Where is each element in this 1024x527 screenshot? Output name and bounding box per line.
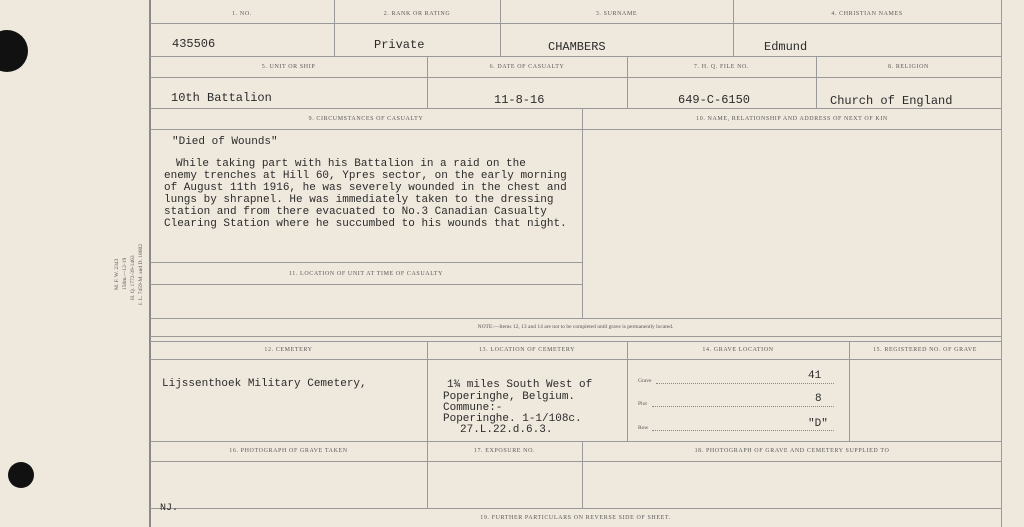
row-dotted-line <box>652 430 834 431</box>
rule <box>150 262 582 263</box>
punch-hole-top <box>0 30 28 72</box>
circumstances-line: lungs by shrapnel. He was immediately taken to the dressing <box>164 194 554 206</box>
rule <box>849 341 850 441</box>
rule <box>150 56 1001 57</box>
rule <box>334 0 335 56</box>
grave-dotted-line <box>656 383 834 384</box>
clerk-initials: NJ. <box>160 503 179 514</box>
rule <box>582 108 583 318</box>
date-value: 11-8-16 <box>494 93 545 107</box>
rule <box>150 129 1001 130</box>
header-hq-file: 7. H. Q. FILE NO. <box>693 64 750 70</box>
rule <box>150 441 1001 442</box>
rule <box>150 341 1001 342</box>
header-no: 1. NO. <box>232 11 252 17</box>
card-right-border <box>1001 0 1002 527</box>
rule <box>150 508 1001 509</box>
header-grave-location: 14. GRAVE LOCATION <box>702 347 774 353</box>
rule <box>150 77 1001 78</box>
circumstances-line: of August 11th 1916, he was severely wounded in the chest and <box>164 182 567 194</box>
header-surname: 3. SURNAME <box>595 11 638 17</box>
rule <box>150 318 1001 319</box>
header-photo-taken: 16. PHOTOGRAPH OF GRAVE TAKEN <box>229 448 348 454</box>
header-unit: 5. UNIT OR SHIP <box>261 64 316 70</box>
rule <box>500 0 501 56</box>
rank-value: Private <box>374 38 425 52</box>
header-location-unit: 11. LOCATION OF UNIT AT TIME OF CASUALTY <box>288 271 444 277</box>
rule <box>150 23 1001 24</box>
row-value: "D" <box>808 418 828 430</box>
cemetery-location-line: Poperinghe, Belgium. <box>443 391 576 403</box>
circumstances-line: station and from there evacuated to No.3 Canadian Casualty <box>164 206 547 218</box>
margin-print-3: H. Q. 1772-39-1463 <box>130 255 136 300</box>
header-photo-supplied: 18. PHOTOGRAPH OF GRAVE AND CEMETERY SUPPLIED TO <box>694 448 890 454</box>
plot-label: Plot <box>638 401 647 407</box>
cemetery-location-line: 1¾ miles South West of <box>447 379 593 391</box>
service-number: 435506 <box>172 37 216 51</box>
header-circumstances: 9. CIRCUMSTANCES OF CASUALTY <box>308 116 424 122</box>
header-date: 6. DATE OF CASUALTY <box>489 64 565 70</box>
circumstances-title: "Died of Wounds" <box>172 136 278 148</box>
margin-print-1: M. F. W. 2343 <box>114 258 120 290</box>
punch-hole-bottom <box>8 462 34 488</box>
rule <box>150 359 1001 360</box>
circumstances-line: While taking part with his Battalion in a raid on the <box>176 158 526 170</box>
header-rank: 2. RANK OR RATING <box>383 11 451 17</box>
cemetery-location-line: Commune:- <box>443 402 503 414</box>
grave-label: Grave <box>638 378 652 384</box>
rule <box>150 336 1001 337</box>
header-next-of-kin: 10. NAME, RELATIONSHIP AND ADDRESS OF NEXT OF KIN <box>696 116 888 122</box>
circumstances-line: Clearing Station where he succumbed to his wounds that night. <box>164 218 567 230</box>
rule <box>733 0 734 56</box>
grave-value: 41 <box>808 370 822 382</box>
header-christian-names: 4. CHRISTIAN NAMES <box>831 11 903 17</box>
header-cemetery: 12. CEMETERY <box>264 347 313 353</box>
header-location-cemetery: 13. LOCATION OF CEMETERY <box>478 347 576 353</box>
header-registered-no: 15. REGISTERED NO. OF GRAVE <box>872 347 978 353</box>
unit-value: 10th Battalion <box>171 91 272 105</box>
plot-dotted-line <box>652 406 834 407</box>
rule <box>150 108 1001 109</box>
cemetery-location-line: Poperinghe. 1-1/108c. <box>443 413 582 425</box>
margin-print-2: 150m.—12-19 <box>122 257 128 290</box>
hq-file-value: 649-C-6150 <box>678 93 751 107</box>
surname-value: CHAMBERS <box>548 40 606 54</box>
header-exposure: 17. EXPOSURE NO. <box>473 448 536 454</box>
rule <box>427 341 428 441</box>
rule <box>150 284 582 285</box>
note-text: NOTE:—Items 12, 13 and 14 are not to be completed until grave is permanently located. <box>477 324 674 330</box>
cemetery-value: Lijssenthoek Military Cemetery, <box>162 378 367 390</box>
plot-value: 8 <box>815 393 822 405</box>
header-further-particulars: 19. FURTHER PARTICULARS ON REVERSE SIDE OF SHEET. <box>480 515 671 521</box>
header-religion: 8. RELIGION <box>888 64 929 70</box>
row-label: Row <box>638 425 649 431</box>
rule <box>150 461 1001 462</box>
margin-print-4: I. L. 7459-M. and D. 18602 <box>138 244 144 305</box>
christian-names-value: Edmund <box>764 40 808 54</box>
circumstances-line: enemy trenches at Hill 60, Ypres sector, on the early morning <box>164 170 567 182</box>
cemetery-location-line: 27.L.22.d.6.3. <box>460 424 553 436</box>
religion-value: Church of England <box>830 94 953 108</box>
rule <box>627 341 628 441</box>
